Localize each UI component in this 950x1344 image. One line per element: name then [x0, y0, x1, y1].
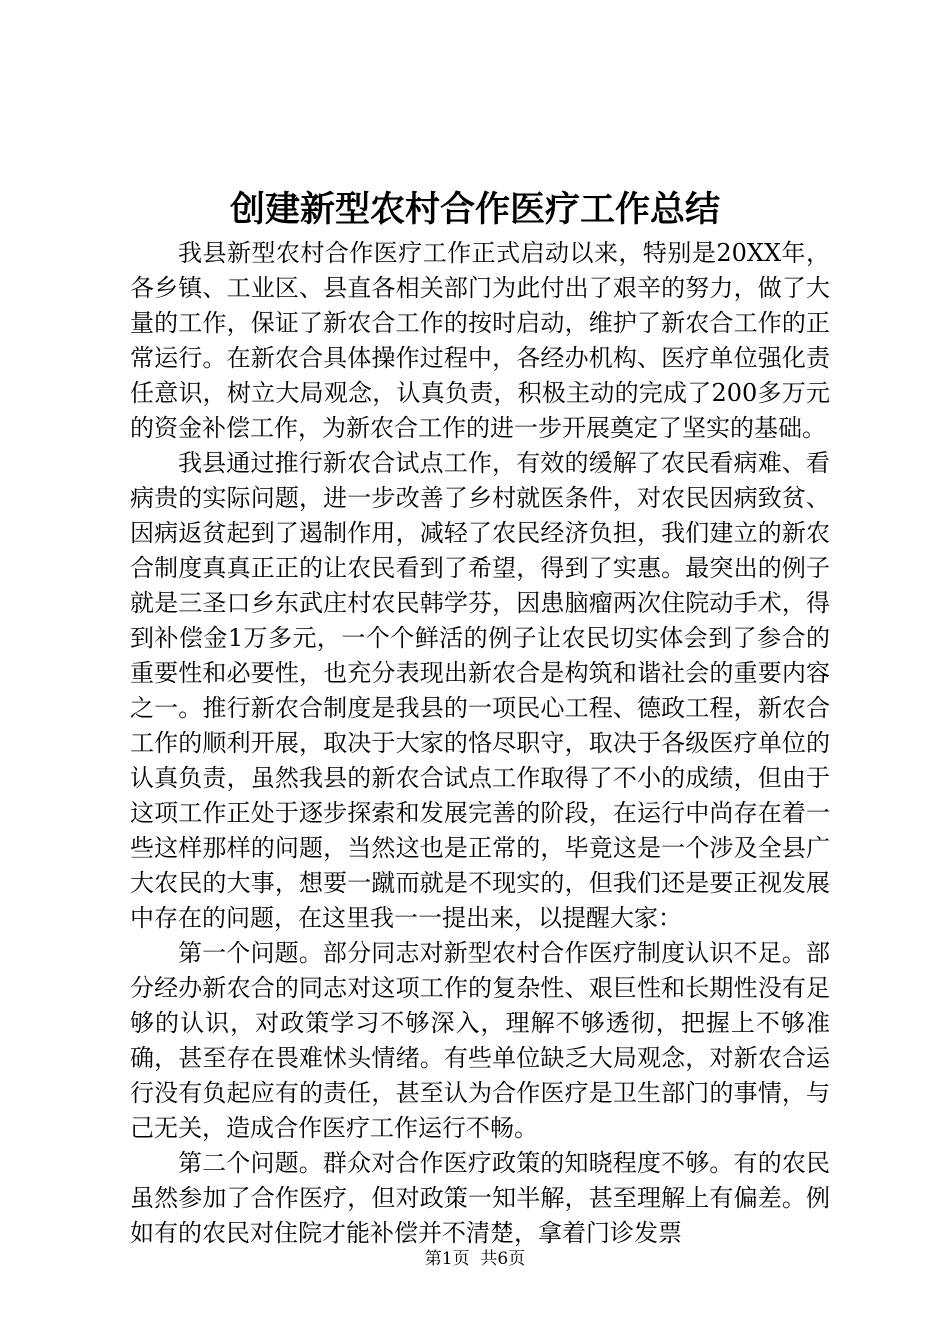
paragraph-4: 第二个问题。群众对合作医疗政策的知晓程度不够。有的农民虽然参加了合作医疗，但对政策一知半解，甚至理解上有偏差。例如有的农民对住院才能补偿并不清楚，拿着门诊发票	[130, 1149, 830, 1247]
paragraph-2: 我县通过推行新农合试点工作，有效的缓解了农民看病难、看病贵的实际问题，进一步改善了乡村就医条件，对农民因病致贫、因病返贫起到了遏制作用，减轻了农民经济负担，我们建立的新农合制度真真正正的让农民看到了希望，得到了实惠。最突出的例子就是三圣口乡东武庄村农民韩学芬，因患脑瘤两次住院动手术，得到补偿金1万多元，一个个鲜活的例子让农民切实体会到了参合的重要性和必要性，也充分表现出新农合是构筑和谐社会的重要内容之一。推行新农合制度是我县的一项民心工程、德政工程，新农合工作的顺利开展，取决于大家的恪尽职守，取决于各级医疗单位的认真负责，虽然我县的新农合试点工作取得了不小的成绩，但由于这项工作正处于逐步探索和发展完善的阶段，在运行中尚存在着一些这样那样的问题，当然这也是正常的，毕竟这是一个涉及全县广大农民的大事，想要一蹴而就是不现实的，但我们还是要正视发展中存在的问题，在这里我一一提出来，以提醒大家：	[130, 449, 830, 932]
paragraph-1: 我县新型农村合作医疗工作正式启动以来，特别是20XX年，各乡镇、工业区、县直各相关部门为此付出了艰辛的努力，做了大量的工作，保证了新农合工作的按时启动，维护了新农合工作的正常运行。在新农合具体操作过程中，各经办机构、医疗单位强化责任意识，树立大局观念，认真负责，积极主动的完成了200多万元的资金补偿工作，为新农合工作的进一步开展奠定了坚实的基础。	[130, 239, 830, 442]
page-footer	[0, 1244, 950, 1269]
paragraph-3: 第一个问题。部分同志对新型农村合作医疗制度认识不足。部分经办新农合的同志对这项工作的复杂性、艰巨性和长期性没有足够的认识，对政策学习不够深入，理解不够透彻，把握上不够准确，甚至存在畏难怵头情绪。有些单位缺乏大局观念，对新农合运行没有负起应有的责任，甚至认为合作医疗是卫生部门的事情，与己无关，造成合作医疗工作运行不畅。	[130, 939, 830, 1142]
document-body	[130, 236, 830, 1251]
document-title: 创建新型农村合作医疗工作总结	[229, 189, 720, 230]
page-number-label: 第1页 共6页	[424, 1249, 526, 1269]
